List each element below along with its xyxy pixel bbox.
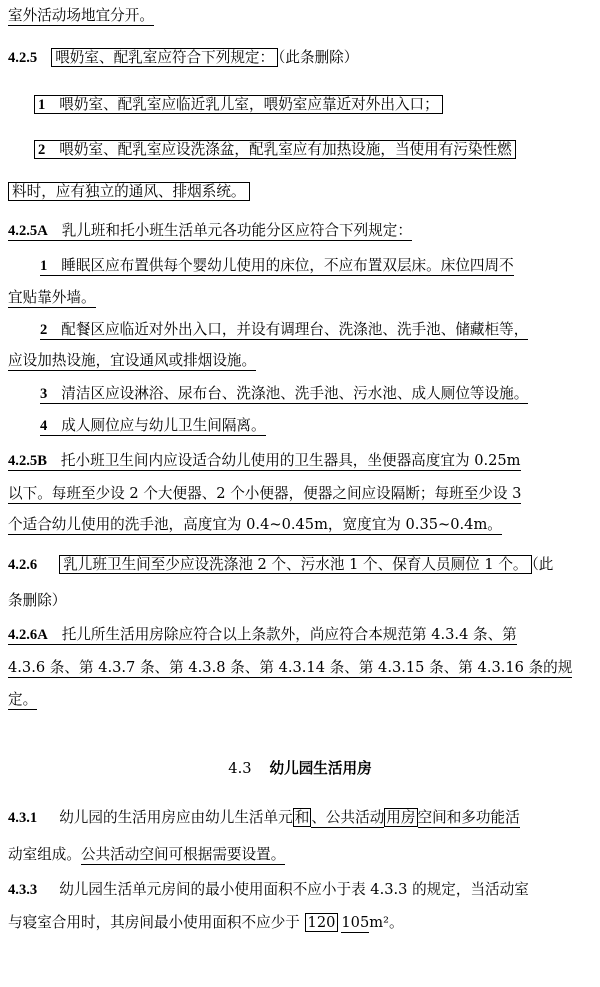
text-line [8, 6, 594, 28]
deleted-text-box: 和 [294, 809, 310, 826]
section-number: 4.3 [228, 760, 252, 777]
inserted-text: 定。 [8, 691, 38, 708]
clause-4-2-5B [8, 451, 594, 473]
body-text: 动室组成。 [8, 846, 81, 863]
unit: m² [369, 914, 389, 931]
clause-4-2-6 [8, 555, 594, 577]
clause-4-2-5A-item-4 [40, 416, 594, 438]
deleted-text-box: 喂奶室、配乳室应符合下列规定： [51, 48, 278, 67]
inserted-text: 1 睡眠区应布置供每个婴幼儿使用的床位，不应布置双层床。床位四周不 [40, 257, 514, 274]
text-line [8, 484, 594, 506]
inserted-text: 4.3.6 条、第 4.3.7 条、第 4.3.8 条、第 4.3.14 条、第 4.3.15 条、第 4.3.16 条的规 [8, 659, 573, 676]
text-line [8, 913, 594, 935]
clause-4-2-5A-item-2 [40, 320, 594, 342]
clause-4-2-6A [8, 625, 594, 647]
clause-4-2-5-item-2 [34, 140, 594, 162]
text-line [8, 288, 594, 310]
body-text: 幼儿园生活单元房间的最小使用面积不应小于表 4.3.3 的规定，当活动室 [59, 881, 529, 898]
clause-4-3-3 [8, 880, 594, 902]
inserted-text: 空间和多功能活 [417, 809, 520, 826]
clause-4-3-1 [8, 808, 594, 830]
inserted-text: 4.2.5A 乳儿班和托小班生活单元各功能分区应符合下列规定： [8, 222, 412, 239]
inserted-text: 2 配餐区应临近对外出入口，并设有调理台、洗涤池、洗手池、储藏柜等， [40, 321, 529, 338]
deletion-note: （此 [531, 556, 554, 573]
deleted-text-box: 料时，应有独立的通风、排烟系统。 [8, 182, 250, 201]
inserted-text: 个适合幼儿使用的洗手池，高度宜为 0.4~0.45m，宽度宜为 0.35~0.4m。 [8, 516, 502, 533]
text-line [8, 591, 594, 613]
text-line [8, 182, 594, 204]
deleted-text-box: 1 喂奶室、配乳室应临近乳儿室，喂奶室应靠近对外出入口； [34, 95, 443, 114]
inserted-text: 3 清洁区应设淋浴、尿布台、洗涤池、洗手池、污水池、成人厕位等设施。 [40, 385, 529, 402]
section-heading-4-3 [0, 759, 600, 781]
deleted-text-box: 乳儿班卫生间至少应设洗涤池 2 个、污水池 1 个、保育人员厕位 1 个。 [59, 555, 531, 574]
text-line [8, 845, 594, 867]
inserted-value: 105 [341, 914, 370, 931]
clause-4-2-5A [8, 221, 594, 243]
inserted-text: 室外活动场地宜分开。 [8, 7, 154, 24]
text-line [8, 690, 594, 712]
deletion-note: 条删除） [8, 592, 67, 609]
inserted-text: 应设加热设施，宜设通风或排烟设施。 [8, 352, 257, 369]
inserted-text: 4.2.6A 托儿所生活用房除应符合以上条款外，尚应符合本规范第 4.3.4 条、第 [8, 626, 517, 643]
inserted-text: 以下。每班至少设 2 个大便器、2 个小便器，便器之间应设隔断；每班至少设 3 [8, 485, 522, 502]
deleted-text-box: 2 喂奶室、配乳室应设洗涤盆，配乳室应有加热设施，当使用有污染性燃 [34, 140, 516, 159]
inserted-text: 宜贴靠外墙。 [8, 289, 96, 306]
deleted-value-box: 120 [305, 913, 339, 932]
body-text: 与寝室合用时，其房间最小使用面积不应少于 [8, 914, 300, 931]
clause-number: 4.3.3 [8, 882, 38, 898]
inserted-text: 4.2.5B 托小班卫生间内应设适合幼儿使用的卫生器具，坐便器高度宜为 0.25m [8, 452, 521, 469]
clause-number: 4.3.1 [8, 810, 38, 826]
text-line [8, 658, 594, 680]
section-title: 幼儿园生活用房 [269, 760, 372, 777]
text-line [8, 351, 594, 373]
deleted-text-box: 用房 [386, 809, 416, 826]
inserted-text: 、公共活动 [311, 809, 385, 826]
inserted-text: 公共活动空间可根据需要设置。 [80, 846, 286, 863]
clause-number: 4.2.6 [8, 557, 38, 573]
clause-4-2-5A-item-3 [40, 384, 594, 406]
clause-4-2-5A-item-1 [40, 256, 594, 278]
body-text: 幼儿园的生活用房应由幼儿生活单元 [59, 809, 293, 826]
inserted-text: 4 成人厕位应与幼儿卫生间隔离。 [40, 417, 266, 434]
clause-4-2-5-item-1 [34, 95, 594, 117]
clause-4-2-5 [8, 48, 594, 70]
clause-number: 4.2.5 [8, 50, 38, 66]
text-line [8, 515, 594, 537]
body-text: 。 [388, 914, 404, 931]
deletion-note: （此条删除） [278, 49, 359, 66]
